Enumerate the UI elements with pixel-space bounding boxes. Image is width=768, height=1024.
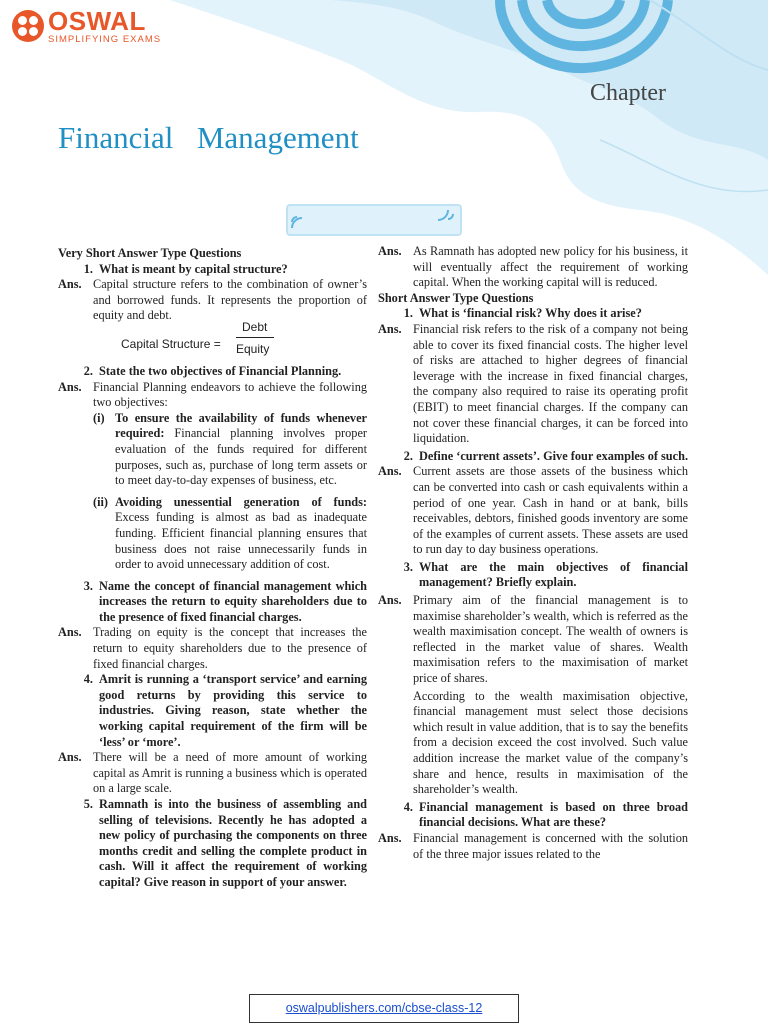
short-answer-2: Ans. Current assets are those assets of the business which can be converted into cash or cash equivalents within a period of one year. Cash in hand or at bank, bills receivables, debtors, finished goods inventory are some of the examples of current assets. These assets are used to run day to day business operations.	[378, 464, 688, 557]
section-heading: Short Answer Type Questions	[378, 290, 534, 305]
question-5: 5. Ramnath is into the business of assembling and selling of televisions. Recently he has adopted a new policy of purchasing the components on three months credit and selling the complete product in cash. Will it affect the requirement of working capital? Give reason in support of your answer.	[83, 797, 367, 889]
right-column	[378, 244, 688, 862]
answer-2: Ans. Financial Planning endeavors to achieve the following two objectives:	[58, 379, 367, 410]
chapter-label: Chapter	[590, 80, 666, 106]
short-question-4: 4. Financial management is based on three broad financial decisions. What are these?	[403, 799, 688, 830]
question-3: 3. Name the concept of financial management which increases the return to equity shareholders due to the presence of fixed financial charges.	[83, 578, 367, 624]
question-2: 2. State the two objectives of Financial Planning.	[83, 363, 342, 378]
short-answer-4: Ans. Financial management is concerned with the solution of the three major issues related to the	[378, 830, 688, 861]
short-answer-3-continued: According to the wealth maximisation objective, financial management must select those decisions which result in value addition, that is to say the benefits from a decision exceed the cost involved. Such value addition increase the market value of the company’s share and hence, results in maximisation of the shareholder’s wealth.	[413, 688, 688, 797]
decorative-banner	[286, 204, 462, 236]
answer-4: Ans. There will be a need of more amount of working capital as Amrit is running a business which is operated on a large scale.	[58, 750, 367, 796]
oswal-logo-icon	[12, 10, 44, 42]
answer-3: Ans. Trading on equity is the concept that increases the return to equity shareholders due to the presence of fixed financial charges.	[58, 625, 367, 671]
answer-2-point-ii: (ii) Avoiding unessential generation of funds: Excess funding is almost as bad as inadequate funding. Efficient financial planning ensures that business does not raise unnecessarily funds in order to avoid unnecessary addition of cost.	[93, 494, 367, 572]
brand-logo	[6, 6, 166, 46]
question-1: 1. What is meant by capital structure?	[83, 261, 288, 276]
short-question-2: 2. Define ‘current assets’. Give four examples of such.	[403, 448, 689, 463]
section-heading: Very Short Answer Type Questions	[58, 246, 242, 260]
answer-2-point-i: (i) To ensure the availability of funds whenever required: Financial planning involves proper evaluation of the funds required for different purposes, such as, purchase of long term assets or to meet day-to-day expenses of business, etc.	[93, 410, 367, 488]
answer-5: Ans. As Ramnath has adopted new policy for his business, it will eventually affect the requirement of working capital. When the working capital will is reduced.	[378, 244, 688, 290]
short-question-1: 1. What is ‘financial risk? Why does it arise?	[403, 306, 642, 321]
brand-name: OSWAL	[48, 6, 146, 36]
answer-1: Ans. Capital structure refers to the combination of owner’s and borrowed funds. It represents the proportion of equity and debt.	[58, 277, 367, 323]
short-answer-1: Ans. Financial risk refers to the risk of a company not being able to cover its fixed financial costs. The higher level of risks are attached to higher degrees of financial leverage with the increase in fixed financial charges, the company also required to raise its operating profit (EBIT) to meet financial charges. If the company can not cover these financial charges, it can be forced into liquidation.	[378, 321, 688, 446]
short-question-3: 3. What are the main objectives of financial management? Briefly explain.	[403, 559, 688, 590]
footer-link[interactable]: oswalpublishers.com/cbse-class-12	[249, 994, 519, 1023]
capital-structure-formula: Capital Structure = Debt Equity	[58, 324, 367, 364]
brand-tagline: SIMPLIFYING EXAMS	[48, 34, 162, 45]
left-column	[58, 246, 367, 891]
question-4: 4. Amrit is running a ‘transport service’ and earning good returns by providing this service to industries. Giving reason, state whether the working capital requirement of the firm will be ‘less’ or ‘more’.	[83, 672, 367, 749]
page-title: Financial Management	[58, 120, 359, 155]
short-answer-3: Ans. Primary aim of the financial management is to maximise shareholder’s wealth, which is referred as the wealth maximisation concept. The wealth of owners is reflected in the market value of shares. Wealth maximisation refers to the maximisation of market price of shares.	[378, 593, 688, 686]
banner-signal-icon	[288, 206, 460, 234]
